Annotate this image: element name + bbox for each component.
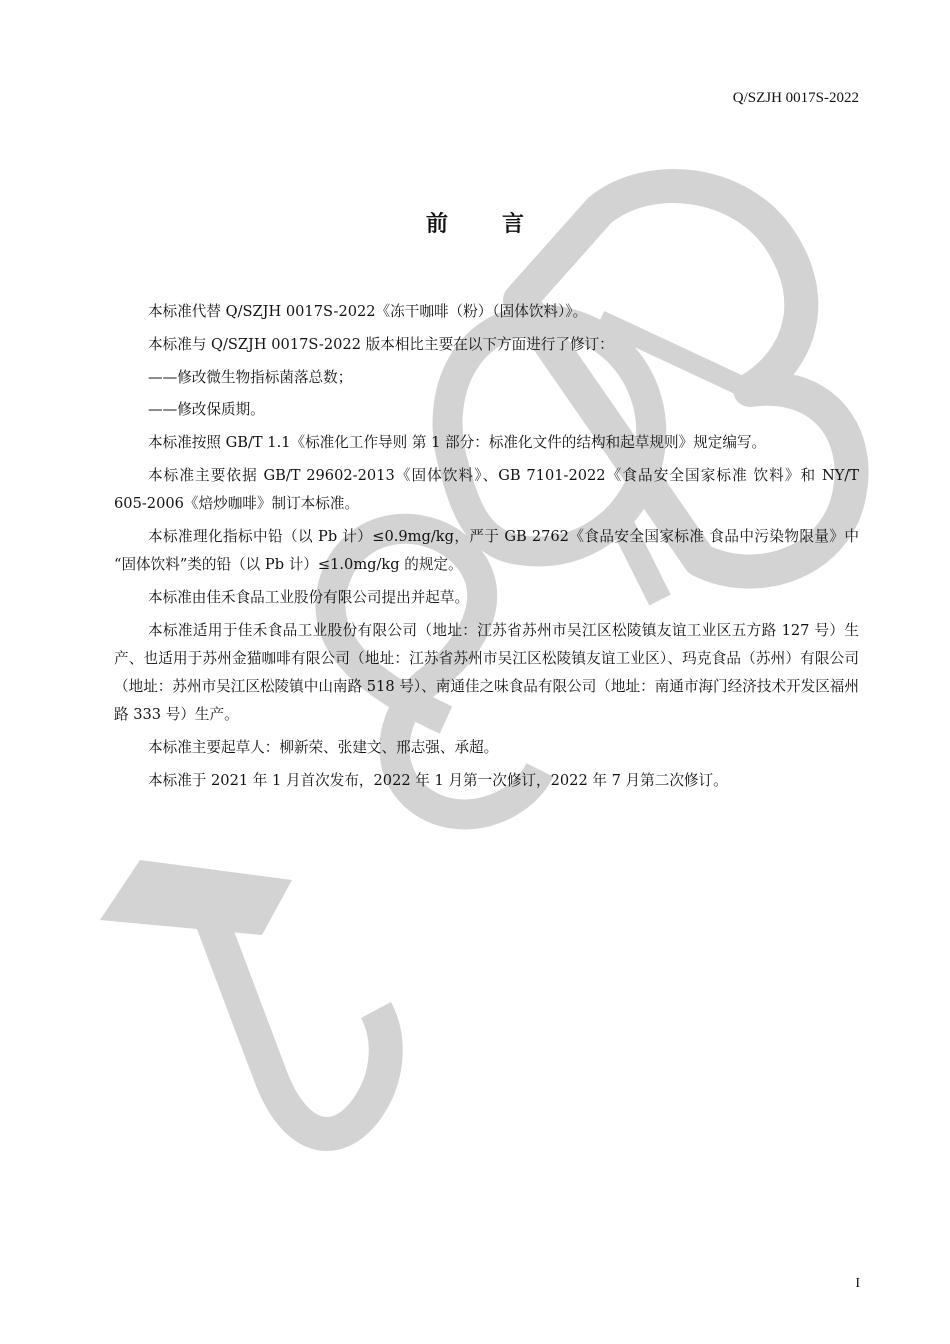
watermark-letter-j: [100, 860, 292, 935]
paragraph-proposer: 本标准由佳禾食品工业股份有限公司提出并起草。: [148, 588, 470, 606]
paragraph-history: 本标准于 2021 年 1 月首次发布，2022 年 1 月第一次修订，2022 年 7 月第二次修订。: [148, 771, 728, 789]
page-number: I: [855, 1276, 860, 1291]
paragraph-revision-item-1: ——修改微生物指标菌落总数；: [148, 368, 353, 386]
paragraph-replaces: 本标准代替 Q/SZJH 0017S-2022《冻干咖啡（粉）（固体饮料）》。: [148, 303, 588, 320]
paragraph-drafters: 本标准主要起草人：柳新荣、张建文、邢志强、承超。: [148, 739, 499, 757]
watermark-letter-j-stem: [206, 905, 386, 1134]
paragraph-scope: 本标准适用于佳禾食品工业股份有限公司（地址：江苏省苏州市吴江区松陵镇友谊工业区五方路 127 号）生产、也适用于苏州金猫咖啡有限公司（地址：江苏省苏州市吴江区松陵镇友谊工业区）、玛克食品（苏州）有限公司（地址：苏州市吴江区松陵镇中山南路 518 号）、南通佳之味食品有限公司（地址：南通市海门经济技术开发区福州路 333 号）生产。: [114, 621, 859, 724]
standard-code: Q/SZJH 0017S-2022: [732, 90, 859, 106]
paragraph-basis: 本标准主要依据 GB/T 29602-2013《固体饮料》、GB 7101-2022《食品安全国家标准 饮料》和 NY/T 605-2006《焙炒咖啡》制订本标准。: [114, 466, 859, 513]
paragraph-drafting-rules: 本标准按照 GB/T 1.1《标准化工作导则 第 1 部分：标准化文件的结构和起草规则》规定编写。: [148, 434, 767, 452]
foreword-body: [114, 298, 859, 800]
paragraph-revision-item-2: ——修改保质期。: [148, 401, 265, 419]
page-title: 前言: [425, 212, 578, 237]
paragraph-revision-intro: 本标准与 Q/SZJH 0017S-2022 版本相比主要在以下方面进行了修订：: [148, 335, 614, 353]
paragraph-lead-limit: 本标准理化指标中铅（以 Pb 计）≤0.9mg/kg，严于 GB 2762《食品安全国家标准 食品中污染物限量》中 “固体饮料”类的铅（以 Pb 计）≤1.0mg/kg 的规定。: [114, 527, 859, 574]
